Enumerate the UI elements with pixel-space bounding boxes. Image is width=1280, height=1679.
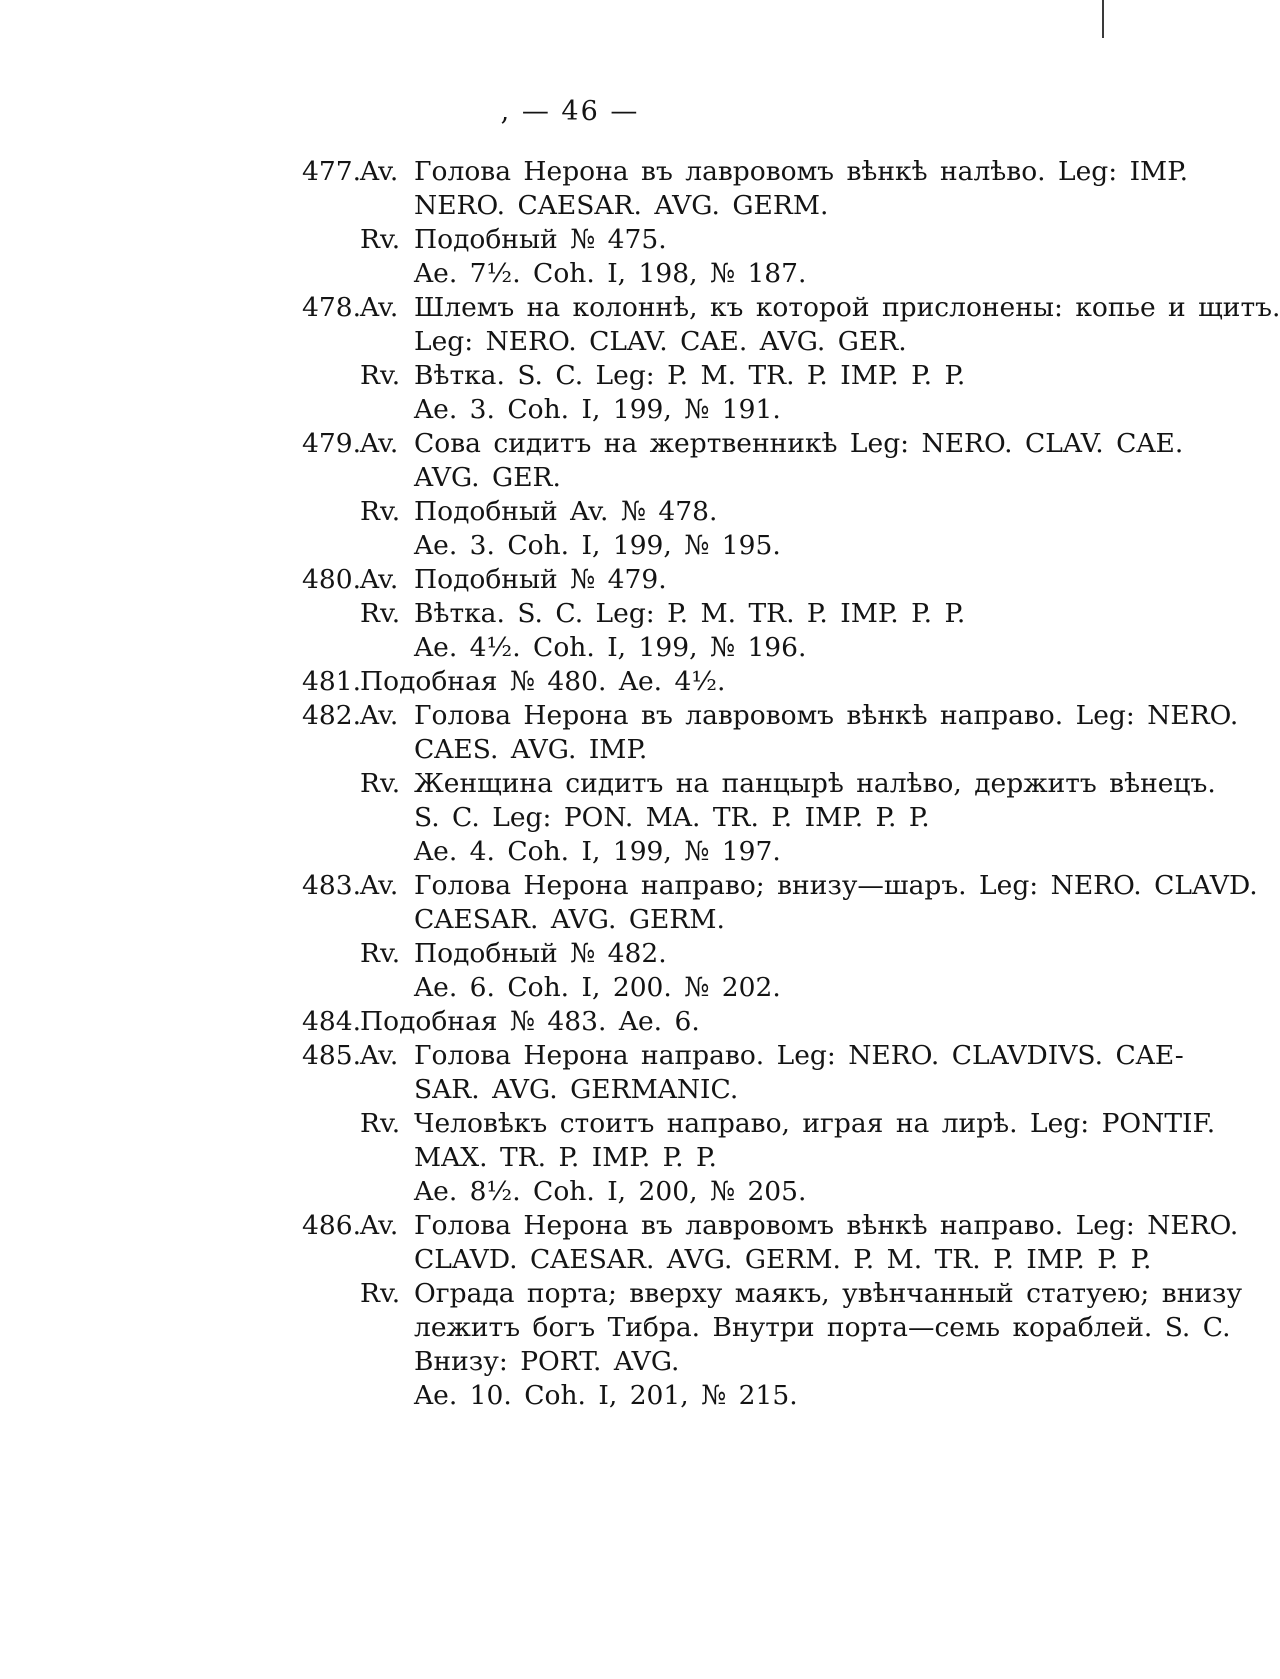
side-label: Av. [360, 1040, 399, 1071]
catalog-line [302, 393, 1092, 427]
catalog-line [302, 495, 1092, 529]
entry-text: Ae. 10. Coh. I, 201, № 215. [414, 1380, 798, 1411]
catalog-line [302, 801, 1092, 835]
catalog-line [302, 155, 1189, 189]
entry-number: 483. [302, 870, 362, 901]
catalog-line [302, 937, 1092, 971]
side-label: Av. [360, 700, 399, 731]
entry-text: Ae. 4. Coh. I, 199, № 197. [414, 836, 781, 867]
side-label: Rv. [360, 360, 401, 391]
side-label: Rv. [360, 768, 401, 799]
catalog-line [302, 767, 1216, 801]
side-label: Av. [360, 870, 399, 901]
entry-text: SAR. AVG. GERMANIC. [414, 1074, 739, 1105]
page-number: , — 46 — [500, 96, 640, 127]
entry-number: 484. [302, 1006, 362, 1037]
catalog-line [302, 1345, 1092, 1379]
entry-text: Шлемъ на колоннѣ, къ которой прислонены: копье и щитъ. [414, 292, 1280, 323]
entry-text: Голова Нерона въ лавровомъ вѣнкѣ направо. Leg: NERO. [414, 700, 1239, 731]
entry-text: Человѣкъ стоитъ направо, играя на лирѣ. Leg: PONTIF. [414, 1108, 1216, 1139]
entry-text: лежитъ богъ Тибра. Внутри порта—семь кораблей. S. C. [414, 1312, 1231, 1343]
entry-text: AVG. GER. [414, 462, 561, 493]
side-label: Rv. [360, 224, 401, 255]
catalog-line [302, 291, 1280, 325]
entry-text: Подобная № 480. Ae. 4½. [360, 666, 726, 697]
entry-text: Leg: NERO. CLAV. CAE. AVG. GER. [414, 326, 907, 357]
catalog-line [302, 971, 1092, 1005]
entry-text: Внизу: PORT. AVG. [414, 1346, 680, 1377]
catalog-line [302, 699, 1239, 733]
catalog-line [302, 665, 1092, 699]
side-label: Av. [360, 428, 399, 459]
catalog-line [302, 325, 1092, 359]
catalog-line [302, 529, 1092, 563]
side-label: Rv. [360, 496, 401, 527]
entry-text: Ae. 3. Coh. I, 199, № 191. [414, 394, 781, 425]
entry-text: S. C. Leg: PON. MA. TR. P. IMP. P. P. [414, 802, 930, 833]
entry-text: Ae. 6. Coh. I, 200. № 202. [414, 972, 781, 1003]
side-label: Av. [360, 1210, 399, 1241]
entry-text: Вѣтка. S. C. Leg: P. M. TR. P. IMP. P. P. [414, 360, 966, 391]
entry-number: 481. [302, 666, 362, 697]
entry-text: Ae. 3. Coh. I, 199, № 195. [414, 530, 781, 561]
entry-text: Голова Нерона въ лавровомъ вѣнкѣ налѣво. Leg: IMP. [414, 156, 1189, 187]
catalog-line [302, 1073, 1092, 1107]
catalog-line [302, 1209, 1239, 1243]
catalog-line [302, 223, 1092, 257]
entry-text: Подобный № 482. [414, 938, 667, 969]
entry-text: Сова сидитъ на жертвенникѣ Leg: NERO. CLAV. CAE. [414, 428, 1184, 459]
entry-text: Подобный № 475. [414, 224, 667, 255]
entry-number: 479. [302, 428, 362, 459]
entry-text: CAESAR. AVG. GERM. [414, 904, 725, 935]
entry-text: Подобный Av. № 478. [414, 496, 718, 527]
entry-number: 478. [302, 292, 362, 323]
side-label: Rv. [360, 1278, 401, 1309]
catalog-line [302, 835, 1092, 869]
catalog-line [302, 733, 1092, 767]
entry-text: Подобный № 479. [414, 564, 667, 595]
catalog-line [302, 461, 1092, 495]
side-label: Rv. [360, 938, 401, 969]
entry-number: 477. [302, 156, 362, 187]
entry-text: NERO. CAESAR. AVG. GERM. [414, 190, 829, 221]
catalog-line [302, 1379, 1092, 1413]
catalog-line [302, 631, 1092, 665]
catalog-line [302, 1005, 1092, 1039]
entry-number: 482. [302, 700, 362, 731]
entry-text: MAX. TR. P. IMP. P. P. [414, 1142, 717, 1173]
entry-text: Ae. 7½. Coh. I, 198, № 187. [414, 258, 807, 289]
catalog-line [302, 903, 1092, 937]
catalog-line [302, 1141, 1092, 1175]
catalog-line [302, 1107, 1216, 1141]
entry-text: CLAVD. CAESAR. AVG. GERM. P. M. TR. P. IMP. P. P. [414, 1244, 1152, 1275]
catalog-line [302, 1243, 1152, 1277]
catalog-line [302, 1311, 1231, 1345]
catalog-line [302, 189, 1092, 223]
page-edge-line [1102, 0, 1104, 38]
catalog-line [302, 597, 1092, 631]
entry-text: Голова Нерона въ лавровомъ вѣнкѣ направо. Leg: NERO. [414, 1210, 1239, 1241]
catalog-line [302, 869, 1258, 903]
side-label: Rv. [360, 598, 401, 629]
side-label: Av. [360, 292, 399, 323]
entry-text: Голова Нерона направо. Leg: NERO. CLAVDIVS. CAE- [414, 1040, 1184, 1071]
catalog-line [302, 427, 1184, 461]
catalog-line [302, 563, 1092, 597]
entry-text: Ae. 8½. Coh. I, 200, № 205. [414, 1176, 807, 1207]
entry-text: Ограда порта; вверху маякъ, увѣнчанный статуею; внизу [414, 1278, 1243, 1309]
entry-number: 486. [302, 1210, 362, 1241]
side-label: Rv. [360, 1108, 401, 1139]
entry-text: CAES. AVG. IMP. [414, 734, 648, 765]
entry-text: Подобная № 483. Ae. 6. [360, 1006, 700, 1037]
side-label: Av. [360, 156, 399, 187]
catalog-entries [302, 155, 1280, 1413]
entry-text: Ae. 4½. Coh. I, 199, № 196. [414, 632, 807, 663]
entry-number: 485. [302, 1040, 362, 1071]
catalog-line [302, 257, 1092, 291]
catalog-line [302, 359, 1092, 393]
entry-text: Голова Нерона направо; внизу—шаръ. Leg: NERO. CLAVD. [414, 870, 1258, 901]
side-label: Av. [360, 564, 399, 595]
catalog-line [302, 1175, 1092, 1209]
catalog-line [302, 1039, 1184, 1073]
catalog-line [302, 1277, 1243, 1311]
entry-text: Женщина сидитъ на панцырѣ налѣво, держитъ вѣнецъ. [414, 768, 1216, 799]
entry-text: Вѣтка. S. C. Leg: P. M. TR. P. IMP. P. P. [414, 598, 966, 629]
entry-number: 480. [302, 564, 362, 595]
